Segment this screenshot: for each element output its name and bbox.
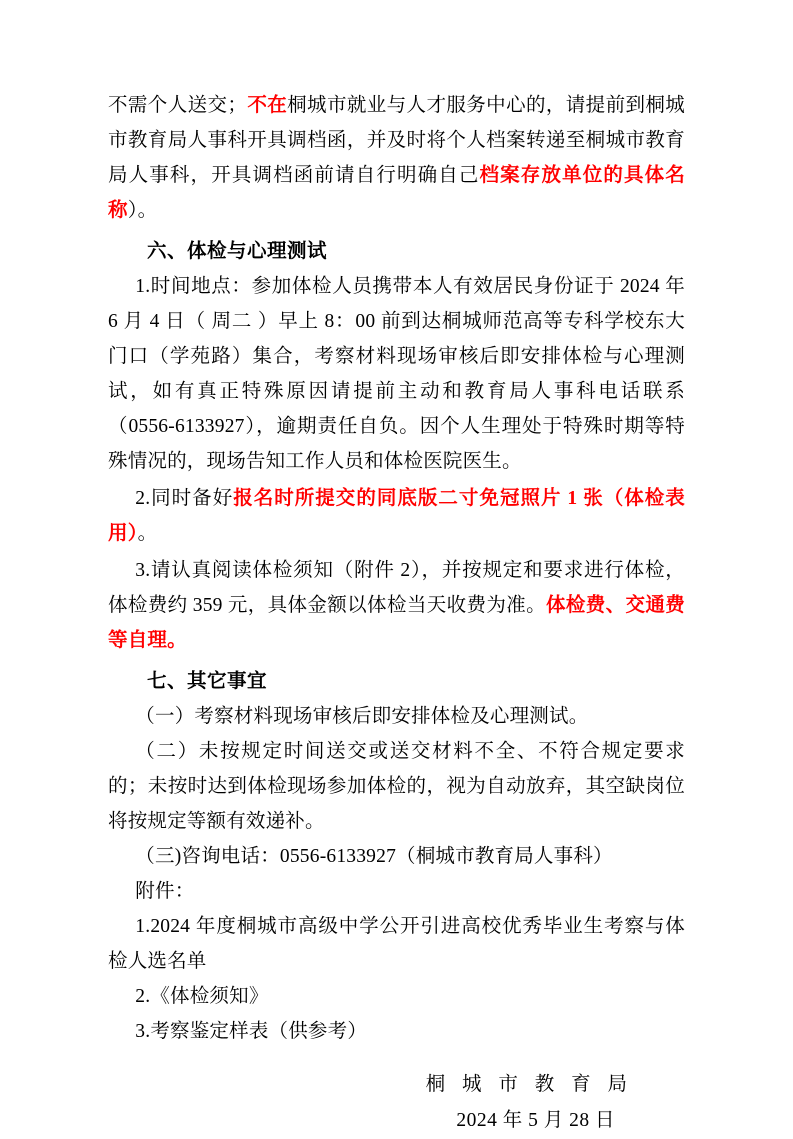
attachment-item-2: 2.《体检须知》 bbox=[135, 986, 269, 1007]
paragraph-archive bbox=[108, 88, 685, 228]
paragraph-7-1: （一）考察材料现场审核后即安排体检及心理测试。 bbox=[135, 706, 589, 727]
text-segment-highlight: 不在 bbox=[247, 95, 288, 116]
section-heading-six: 六、体检与心理测试 bbox=[147, 241, 328, 262]
text-segment: 不需个人送交； bbox=[108, 95, 248, 116]
attachment-item-3: 3.考察鉴定样表（供参考） bbox=[135, 1021, 368, 1042]
attachment-item-1: 1.2024 年度桐城市高级中学公开引进高校优秀毕业生考察与体检人选名单 bbox=[108, 916, 685, 972]
text-segment: 桐城市就业与人才服务中心的，请提前到桐城市教育局人事科开具调档函，并及时将个人档案转递至桐城市教育局人事科，开具调档函前请自行明确自己 bbox=[108, 95, 685, 186]
text-segment-highlight: 报名时所提交的同底版二寸免冠照片 1 张（体检表用） bbox=[108, 488, 685, 544]
paragraph-6-3 bbox=[108, 553, 685, 658]
signature-issuer: 桐 城 市 教 育 局 bbox=[425, 1074, 633, 1095]
section-heading-seven: 七、其它事宜 bbox=[147, 671, 268, 692]
text-segment: ）。 bbox=[127, 200, 158, 221]
paragraph-7-3: （三)咨询电话：0556-6133927（桐城市教育局人事科） bbox=[135, 846, 613, 867]
paragraph-6-2 bbox=[108, 481, 685, 551]
text-segment-highlight: 体检费、交通费等自理。 bbox=[108, 595, 685, 651]
paragraph-6-1: 1.时间地点：参加体检人员携带本人有效居民身份证于 2024 年 6 月 4 日（ 周二 ）早上 8：00 前到达桐城师范高等专科学校东大门口（学苑路）集合，考察材料现场审核后即安排体检与心理测试，如有真正特殊原因请提前主动和教育局人事科电话联系（0556-6133927），逾期责任自负。因个人生理处于特殊时期等特殊情况的，现场告知工作人员和体检医院医生。 bbox=[108, 276, 685, 472]
text-segment: 。 bbox=[137, 523, 158, 544]
text-segment-highlight: 档案存放单位的具体名称 bbox=[108, 165, 685, 221]
paragraph-7-2: （二）未按规定时间送交或送交材料不全、不符合规定要求的；未按时达到体检现场参加体检的，视为自动放弃，其空缺岗位将按规定等额有效递补。 bbox=[108, 741, 685, 832]
text-segment: 3.请认真阅读体检须知（附件 2），并按规定和要求进行体检，体检费约 359 元，具体金额以体检当天收费为准。 bbox=[108, 560, 685, 616]
text-segment: 2.同时备好 bbox=[135, 488, 234, 509]
signature-block bbox=[108, 1067, 685, 1139]
attachments-label: 附件： bbox=[135, 881, 195, 902]
signature-date: 2024 年 5 月 28 日 bbox=[456, 1110, 615, 1131]
